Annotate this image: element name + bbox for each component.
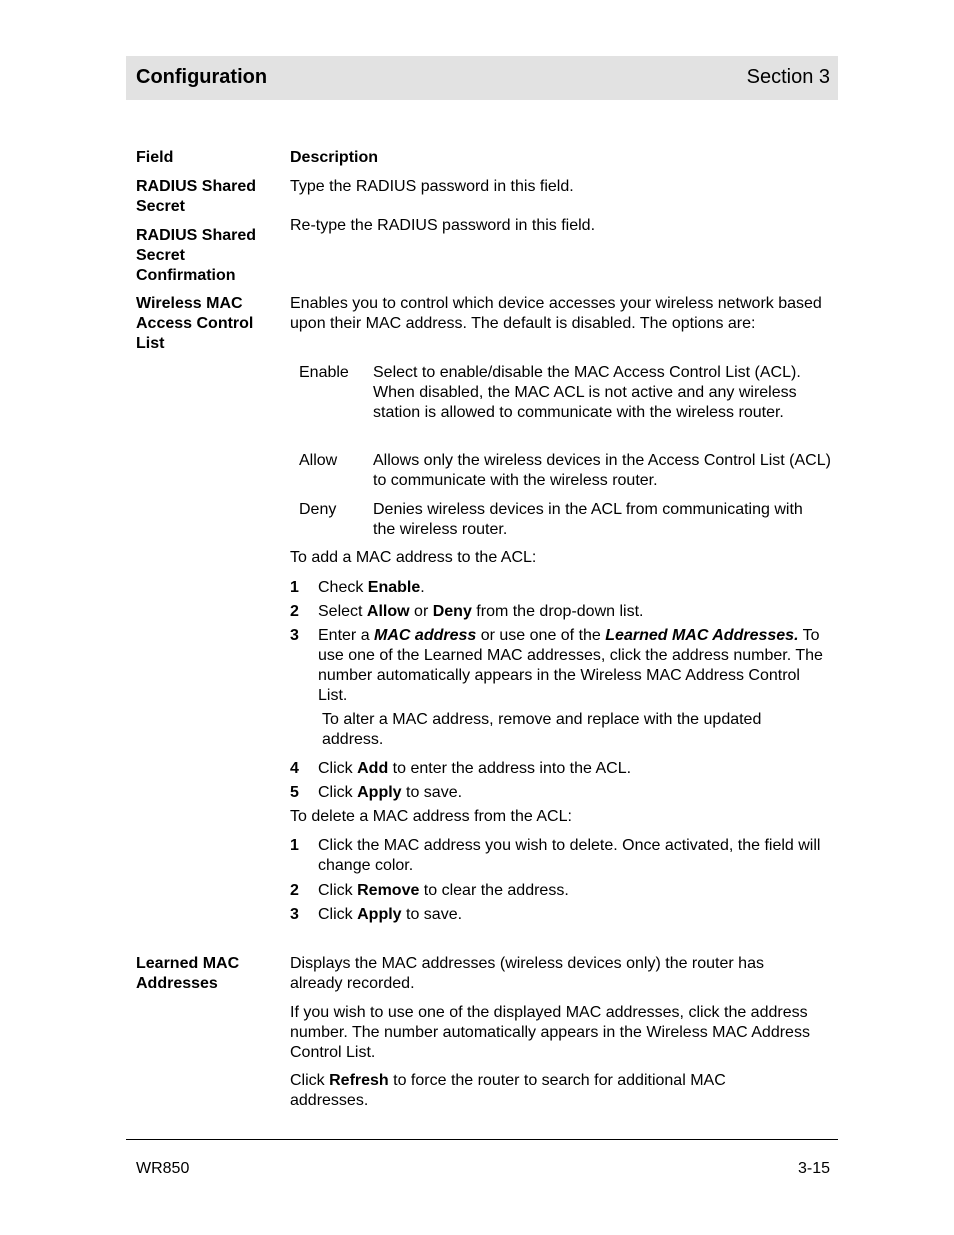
desc-learned-mac-para3: Click Refresh to force the router to search for additional MAC addresses. — [290, 1072, 726, 1109]
option-description: Denies wireless devices in the ACL from communicating with the wireless router. — [373, 501, 803, 538]
add-mac-intro: To add a MAC address to the ACL: — [290, 549, 537, 566]
desc-radius-secret-confirmation: Re-type the RADIUS password in this field. — [290, 217, 596, 234]
step-text: Click Apply to save. — [318, 906, 463, 923]
step-number: 5 — [290, 784, 299, 801]
step-text: Click Remove to clear the address. — [318, 882, 569, 899]
desc-wireless-mac-acl: Enables you to control which device accesses your wireless network based upon their MAC address. The default is disabled. The options are: — [290, 295, 822, 332]
option-name: Enable — [299, 364, 349, 381]
step-number: 1 — [290, 579, 299, 596]
step-number: 1 — [290, 837, 299, 854]
field-learned-mac-addresses: Learned MAC Addresses — [136, 955, 240, 992]
section-label: Section 3 — [746, 66, 830, 88]
delete-mac-intro: To delete a MAC address from the ACL: — [290, 808, 572, 825]
option-name: Allow — [299, 452, 338, 469]
option-name: Deny — [299, 501, 337, 518]
field-column-header: Field — [136, 149, 174, 166]
step-number: 2 — [290, 882, 299, 899]
step-number: 4 — [290, 760, 299, 777]
page-number: 3-15 — [797, 1160, 830, 1177]
desc-radius-shared-secret: Type the RADIUS password in this field. — [290, 178, 574, 195]
step-text: Check Enable. — [318, 579, 425, 596]
step-number: 2 — [290, 603, 299, 620]
step-text: Enter a MAC address or use one of the Learned MAC Addresses. To use one of the Learned MAC addresses, click the address number. The number automatically appears in the Wireless MAC Address Control List. — [318, 627, 823, 704]
step-text: Click Add to enter the address into the ACL. — [318, 760, 632, 777]
option-description: Select to enable/disable the MAC Access Control List (ACL). When disabled, the MAC ACL is not active and any wireless station is allowed to communicate with the wireless router. — [373, 364, 801, 421]
step-number: 3 — [290, 627, 299, 644]
step-text: Click Apply to save. — [318, 784, 463, 801]
field-radius-shared-secret: RADIUS Shared Secret — [136, 178, 257, 215]
page-header — [126, 56, 838, 100]
footer-divider — [126, 1139, 838, 1140]
step-text: Click the MAC address you wish to delete. Once activated, the field will change color. — [318, 837, 821, 874]
description-column-header: Description — [290, 149, 379, 166]
chapter-title: Configuration — [136, 66, 268, 88]
step-text: Select Allow or Deny from the drop-down list. — [318, 603, 644, 620]
alter-mac-note: To alter a MAC address, remove and replace with the updated address. — [322, 711, 762, 748]
desc-learned-mac-para1: Displays the MAC addresses (wireless devices only) the router has already recorded. — [290, 955, 764, 992]
field-wireless-mac-acl: Wireless MAC Access Control List — [136, 295, 254, 352]
desc-learned-mac-para2: If you wish to use one of the displayed MAC addresses, click the address number. The number automatically appears in the Wireless MAC Address Control List. — [290, 1004, 810, 1061]
footer-model: WR850 — [136, 1160, 190, 1177]
step-number: 3 — [290, 906, 299, 923]
option-description: Allows only the wireless devices in the Access Control List (ACL) to communicate with the wireless router. — [373, 452, 831, 489]
field-radius-secret-confirmation: RADIUS Shared Secret Confirmation — [136, 227, 257, 284]
